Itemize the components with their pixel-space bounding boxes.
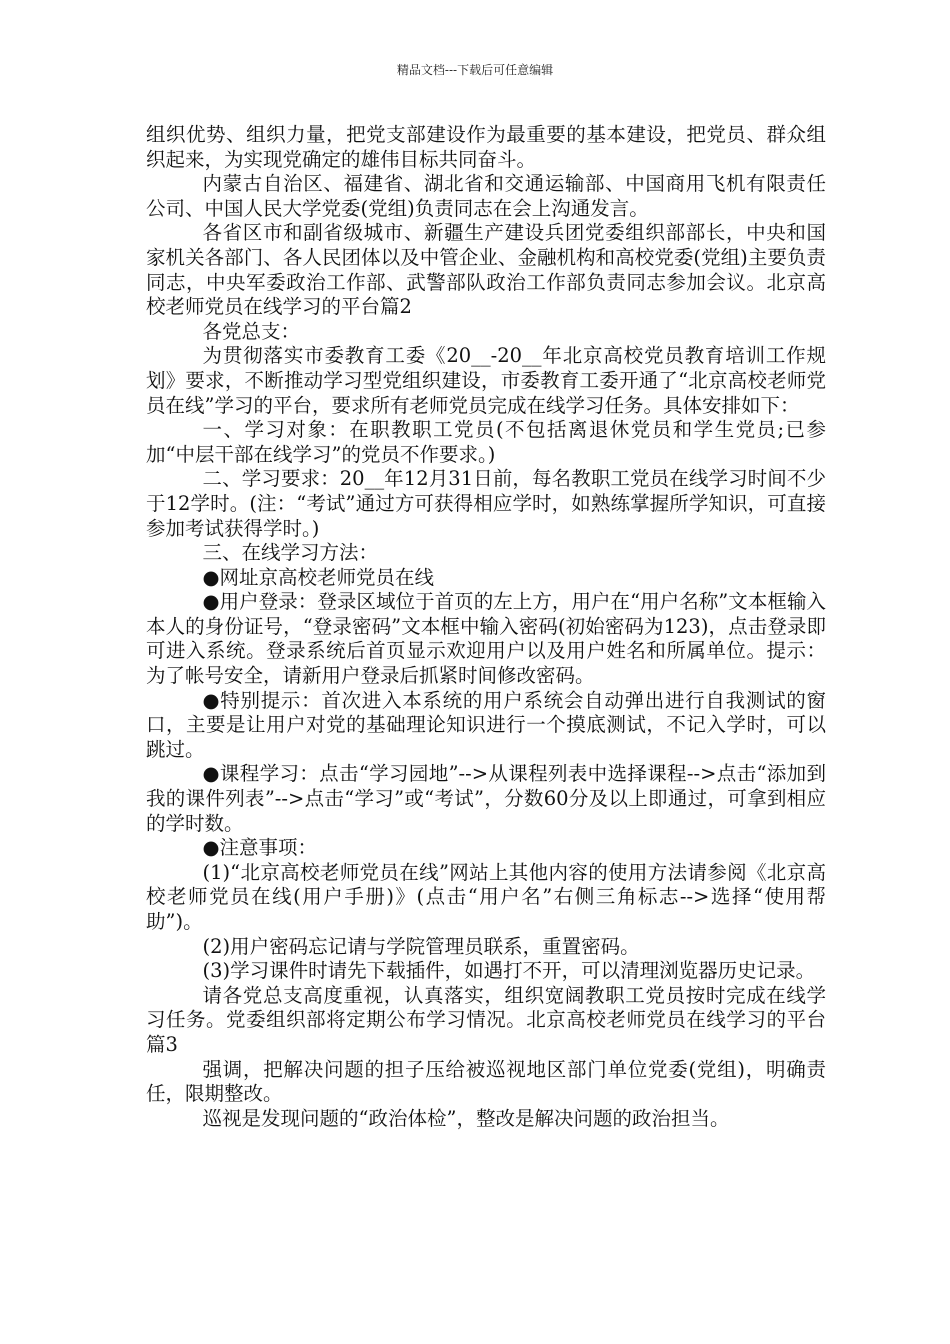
paragraph: 请各党总支高度重视，认真落实，组织宽阔教职工党员按时完成在线学习任务。党委组织部将定期公布学习情况。北京高校老师党员在线学习的平台篇3 bbox=[146, 983, 826, 1056]
numbered-item: (1)“北京高校老师党员在线”网站上其他内容的使用方法请参阅《北京高校老师党员在线(用户手册)》(点击“用户名”右侧三角标志-->选择“使用帮助”)。 bbox=[146, 860, 826, 933]
page-header: 精品文档---下载后可任意编辑 bbox=[396, 63, 554, 77]
bullet-item: ●用户登录：登录区域位于首页的左上方，用户在“用户名称”文本框输入本人的身份证号，“登录密码”文本框中输入密码(初始密码为123)，点击登录即可进入系统。登录系统后首页显示欢迎用户以及用户姓名和所属单位。提示：为了帐号安全，请新用户登录后抓紧时间修改密码。 bbox=[146, 590, 826, 688]
paragraph: 内蒙古自治区、福建省、湖北省和交通运输部、中国商用飞机有限责任公司、中国人民大学党委(党组)负责同志在会上沟通发言。 bbox=[146, 172, 826, 220]
bullet-item: ●网址京高校老师党员在线 bbox=[202, 565, 435, 589]
paragraph: 为贯彻落实市委教育工委《20__-20__年北京高校党员教育培训工作规划》要求，不断推动学习型党组织建设，市委教育工委开通了“北京高校老师党员在线”学习的平台，要求所有老师党员完成在线学习任务。具体安排如下： bbox=[146, 344, 826, 417]
paragraph: 巡视是发现问题的“政治体检”，整改是解决问题的政治担当。 bbox=[202, 1106, 730, 1130]
document-body bbox=[146, 123, 826, 1131]
paragraph: 各省区市和副省级城市、新疆生产建设兵团党委组织部部长，中央和国家机关各部门、各人民团体以及中管企业、金融机构和高校党委(党组)主要负责同志，中央军委政治工作部、武警部队政治工作部负责同志参加会议。北京高校老师党员在线学习的平台篇2 bbox=[146, 221, 826, 319]
bullet-item: ●课程学习：点击“学习园地”-->从课程列表中选择课程-->点击“添加到我的课件列表”-->点击“学习”或“考试”，分数60分及以上即通过，可拿到相应的学时数。 bbox=[146, 762, 826, 835]
paragraph: 一、学习对象：在职教职工党员(不包括离退休党员和学生党员;已参加“中层干部在线学习”的党员不作要求。) bbox=[146, 418, 826, 466]
paragraph: 组织优势、组织力量，把党支部建设作为最重要的基本建设，把党员、群众组织起来，为实现党确定的雄伟目标共同奋斗。 bbox=[146, 123, 826, 171]
paragraph: 强调，把解决问题的担子压给被巡视地区部门单位党委(党组)，明确责任，限期整改。 bbox=[146, 1057, 826, 1106]
bullet-item: ●特别提示：首次进入本系统的用户系统会自动弹出进行自我测试的窗口，主要是让用户对党的基础理论知识进行一个摸底测试，不记入学时，可以跳过。 bbox=[146, 688, 826, 761]
bullet-item: ●注意事项： bbox=[202, 836, 318, 860]
paragraph: 二、学习要求：20__年12月31日前，每名教职工党员在线学习时间不少于12学时。(注：“考试”通过方可获得相应学时，如熟练掌握所学知识，可直接参加考试获得学时。) bbox=[146, 467, 826, 540]
paragraph: 三、在线学习方法： bbox=[202, 541, 379, 565]
numbered-item: (3)学习课件时请先下载插件，如遇打不开，可以清理浏览器历史记录。 bbox=[202, 959, 816, 983]
paragraph: 各党总支： bbox=[202, 319, 301, 343]
numbered-item: (2)用户密码忘记请与学院管理员联系，重置密码。 bbox=[202, 934, 640, 958]
